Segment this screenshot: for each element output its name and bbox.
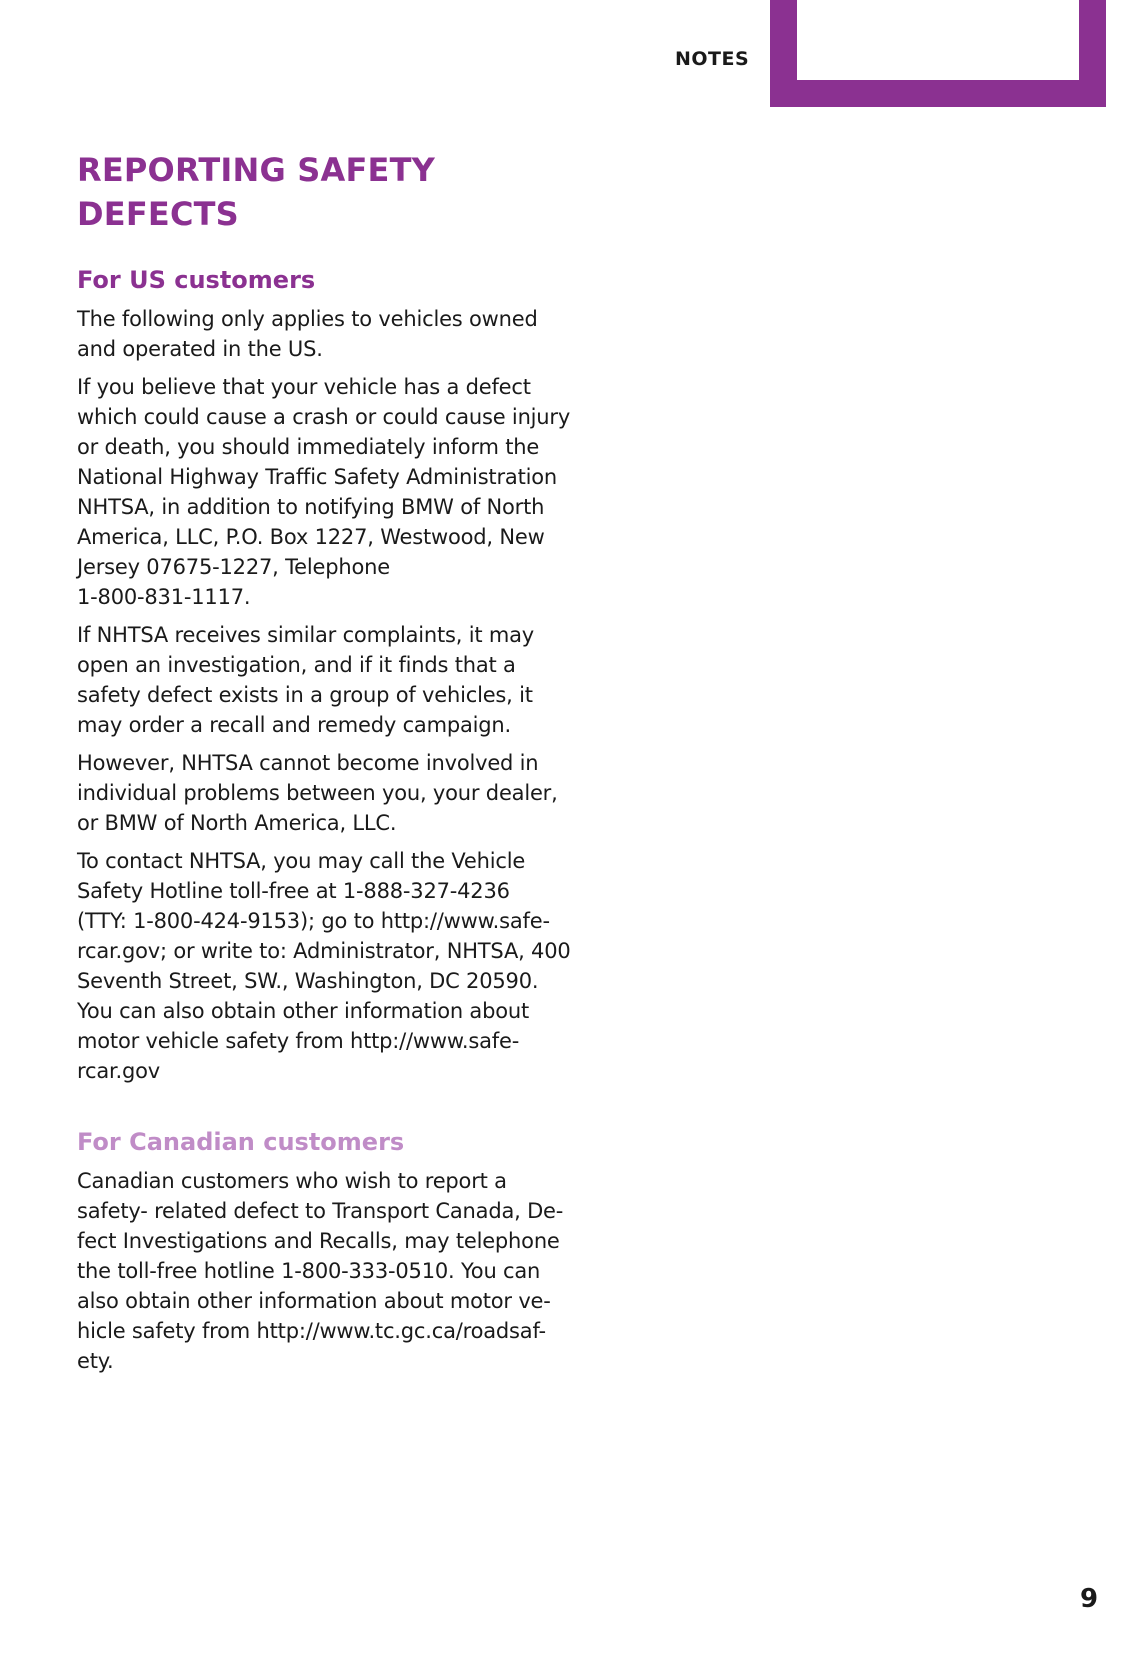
us-paragraph-5: To contact NHTSA, you may call the Vehicle Safety Hotline toll-free at 1-888-327-4236 (TTY: 1-800-424-9153); go to http://www.safe- rcar.gov; or write to: Administrator, NHTSA, 400 Seventh Street, SW., Washington, DC 20590. You can also obtain other information about motor vehicle safety from http://www.safe- rcar.gov <box>77 849 571 1083</box>
us-paragraph-1: The following only applies to vehicles owned and operated in the US. <box>77 307 538 361</box>
section-spacer <box>77 1094 577 1126</box>
section-label: NOTES <box>675 48 750 70</box>
chapter-tab-marker <box>770 0 1106 107</box>
main-content <box>77 148 577 1384</box>
us-paragraph-4: However, NHTSA cannot become involved in individual problems between you, your dealer, or BMW of North America, LLC. <box>77 751 558 835</box>
chapter-tab-inner <box>797 0 1079 80</box>
canadian-customers-heading: For Canadian customers <box>77 1128 405 1156</box>
page-number: 9 <box>1080 1584 1099 1614</box>
page-title: REPORTING SAFETY DEFECTS <box>77 151 436 233</box>
us-customers-heading: For US customers <box>77 266 316 294</box>
us-paragraph-3: If NHTSA receives similar complaints, it may open an investigation, and if it finds that a safety defect exists in a group of vehicles, it may order a recall and remedy campaign. <box>77 623 535 737</box>
canada-paragraph-1: Canadian customers who wish to report a safety- related defect to Transport Canada, De- fect Investigations and Recalls, may telephone the toll-free hotline 1-800-333-0510. You can also obtain other information about motor ve- hicle safety from http://www.tc.gc.ca/roadsaf- ety. <box>77 1169 564 1373</box>
us-paragraph-2: If you believe that your vehicle has a defect which could cause a crash or could cause injury or death, you should immediately inform the National Highway Traffic Safety Administration NHTSA, in addition to notifying BMW of North America, LLC, P.O. Box 1227, Westwood, New Jersey 07675-1227, Telephone 1-800-831-1117. <box>77 375 571 609</box>
